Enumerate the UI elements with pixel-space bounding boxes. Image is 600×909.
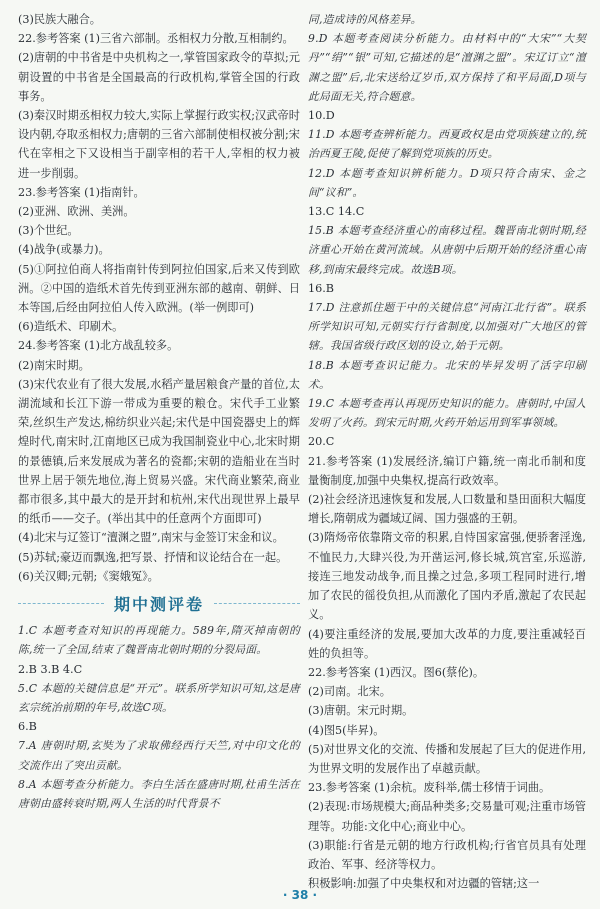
answer-paragraph: (3)民族大融合。 — [18, 13, 101, 26]
answer-paragraph: 6.B — [18, 720, 37, 734]
answer-paragraph: 积极影响:加强了中央集权和对边疆的管辖;这一 — [308, 877, 540, 891]
answer-paragraph: 13.C 14.C — [308, 205, 365, 219]
answer-paragraph: (3)秦汉时期丞相权力较大,实际上掌握行政实权;汉武帝时设内朝,夺取丞相权力;唐朝的三省六部制使相权被分割;宋代在宰相之下又设相当于副宰相的若干人,宰相的权力被进一步削弱。 — [18, 109, 300, 180]
section-title — [18, 592, 300, 615]
answer-paragraph: 10.D — [308, 109, 335, 123]
answer-paragraph: 5.C 本题的关键信息是“开元”。联系所学知识可知,这是唐玄宗统治前期的年号,故选C项。 — [18, 681, 300, 714]
answer-paragraph: 2.B 3.B 4.C — [18, 662, 83, 676]
answer-paragraph: (5)苏轼;豪迈而飘逸,把写景、抒情和议论结合在一起。 — [18, 550, 288, 564]
answer-paragraph: (3)唐朝。宋元时期。 — [308, 704, 414, 718]
answer-paragraph: 16.B — [308, 281, 335, 295]
answer-paragraph: 9.D 本题考查阅读分析能力。由材料中的“大宋”“大契丹”“绢”“银”可知,它描述的是“澶渊之盟”。宋辽订立“澶渊之盟”后,北宋送给辽岁币,双方保持了和平局面,D项与此局面无关,符合题意。 — [308, 32, 586, 103]
title-divider-right — [214, 603, 300, 604]
answer-paragraph: 18.B 本题考查识记能力。北宋的毕昇发明了活字印刷术。 — [308, 358, 586, 391]
answer-paragraph: 1.C 本题考查对知识的再现能力。589年,隋灭掉南朝的陈,统一了全国,结束了魏晋南北朝时期的分裂局面。 — [18, 624, 300, 657]
answer-paragraph: 12.D 本题考查知识辨析能力。D项只符合南宋、金之间“议和”。 — [308, 166, 586, 199]
answer-paragraph: (3)职能:行省是元朝的地方行政机构;行省官员具有处理政治、军事、经济等权力。 — [308, 838, 586, 871]
answer-paragraph: 23.参考答案 (1)余杭。废科举,儒士移情于词曲。 — [308, 781, 551, 795]
answer-paragraph: 同,造成诗的风格差异。 — [308, 13, 422, 26]
answer-paragraph: (6)造纸术、印刷术。 — [18, 320, 124, 334]
answer-paragraph: (5)对世界文化的交流、传播和发展起了巨大的促进作用,为世界文明的发展作出了卓越贡献。 — [308, 742, 586, 775]
answer-paragraph: 20.C — [308, 435, 335, 449]
answer-paragraph: 21.参考答案 (1)发展经济,编订户籍,统一南北币制和度量衡制度,加强中央集权,提高行政效率。 — [308, 454, 586, 487]
answer-paragraph: (3)个世纪。 — [18, 224, 79, 238]
answer-paragraph: 23.参考答案 (1)指南针。 — [18, 185, 145, 199]
page-number: · 38 · — [282, 888, 318, 902]
answer-paragraph: 11.D 本题考查辨析能力。西夏政权是由党项族建立的,统治西夏王陵,促使了解到党项族的历史。 — [308, 128, 586, 161]
answer-paragraph: (3)隋炀帝依靠隋文帝的积累,自恃国家富强,便骄奢淫逸,不恤民力,大肆兴役,为开凿运河,修长城,筑宫室,乐巡游,接连三地发动战争,而且操之过急,多项工程同时进行,增加了农民的徭役负担,从而激化了国内矛盾,激起了农民起义。 — [308, 531, 586, 622]
section-title-text: 期中测评卷 — [114, 595, 205, 615]
answer-paragraph: (4)战争(或暴力)。 — [18, 243, 110, 257]
answer-paragraph: 15.B 本题考查经济重心的南移过程。魏晋南北朝时期,经济重心开始在黄河流域。从唐朝中后期开始的经济重心南移,到南宋最终完成。故选B项。 — [308, 224, 586, 276]
answer-paragraph: (4)要注重经济的发展,要加大改革的力度,要注重减轻百姓的负担等。 — [308, 627, 586, 660]
answer-paragraph: 22.参考答案 (1)西汉。图6(蔡伦)。 — [308, 665, 485, 679]
answer-paragraph: (4)图5(毕昇)。 — [308, 723, 385, 737]
answer-paragraph: (2)表现:市场规模大;商品种类多;交易量可观;注重市场管理等。功能:文化中心;商业中心。 — [308, 800, 586, 833]
answer-paragraph: (6)关汉卿;元朝;《窦娥冤》。 — [18, 569, 159, 583]
answer-paragraph: 24.参考答案 (1)北方战乱较多。 — [18, 339, 179, 353]
answer-paragraph: (2)南宋时期。 — [18, 358, 90, 372]
left-column — [18, 10, 300, 813]
answer-paragraph: 22.参考答案 (1)三省六部制。丞相权力分散,互相制约。 — [18, 32, 294, 46]
answer-paragraph: 7.A 唐朝时期,玄奘为了求取佛经西行天竺,对中印文化的交流作出了突出贡献。 — [18, 739, 300, 772]
answer-paragraph: (2)亚洲、欧洲、美洲。 — [18, 205, 135, 219]
title-divider-left — [18, 603, 104, 604]
answer-paragraph: 8.A 本题考查分析能力。李白生活在盛唐时期,杜甫生活在唐朝由盛转衰时期,两人生活的时代背景不 — [18, 777, 300, 810]
answer-paragraph: 17.D 注意抓住题干中的关键信息“河南江北行省”。联系所学知识可知,元朝实行行省制度,以加强对广大地区的管辖。我国省级行政区划的设立,始于元朝。 — [308, 301, 586, 353]
right-column — [308, 10, 586, 893]
answer-paragraph: (2)司南。北宋。 — [308, 685, 391, 699]
answer-paragraph: (5)①阿拉伯商人将指南针传到阿拉伯国家,后来又传到欧洲。②中国的造纸术首先传到亚洲东部的越南、朝鲜、日本等国,后经由阿拉伯人传入欧洲。(举一例即可) — [18, 262, 300, 315]
answer-paragraph: (2)社会经济迅速恢复和发展,人口数量和垦田面积大幅度增长,隋朝成为疆域辽阔、国力强盛的王朝。 — [308, 493, 586, 526]
answer-paragraph: 19.C 本题考查再认再现历史知识的能力。唐朝时,中国人发明了火药。到宋元时期,火药开始运用到军事领域。 — [308, 397, 586, 430]
answer-paragraph: (3)宋代农业有了很大发展,水稻产量居粮食产量的首位,太湖流域和长江下游一带成为重要的粮仓。宋代手工业繁荣,丝织生产发达,棉纺织业兴起;宋代是中国瓷器史上的辉煌时代,南宋时,江南地区已成为我国制瓷业中心,北宋时期的景德镇,后来发展成为著名的瓷都;宋朝的造船业在当时世界上居于领先地位,海上贸易兴盛。宋代商业繁荣,商业都市很多,其中最大的是开封和杭州,宋代出现世界上最早的纸币——交子。(举出其中的任意两个方面即可) — [18, 377, 300, 526]
answer-paragraph: (4)北宋与辽签订“澶渊之盟”,南宋与金签订宋金和议。 — [18, 531, 284, 545]
answer-paragraph: (2)唐朝的中书省是中央机构之一,掌管国家政令的草拟;元朝设置的中书省是全国最高的行政机构,掌管全国的行政事务。 — [18, 51, 300, 103]
